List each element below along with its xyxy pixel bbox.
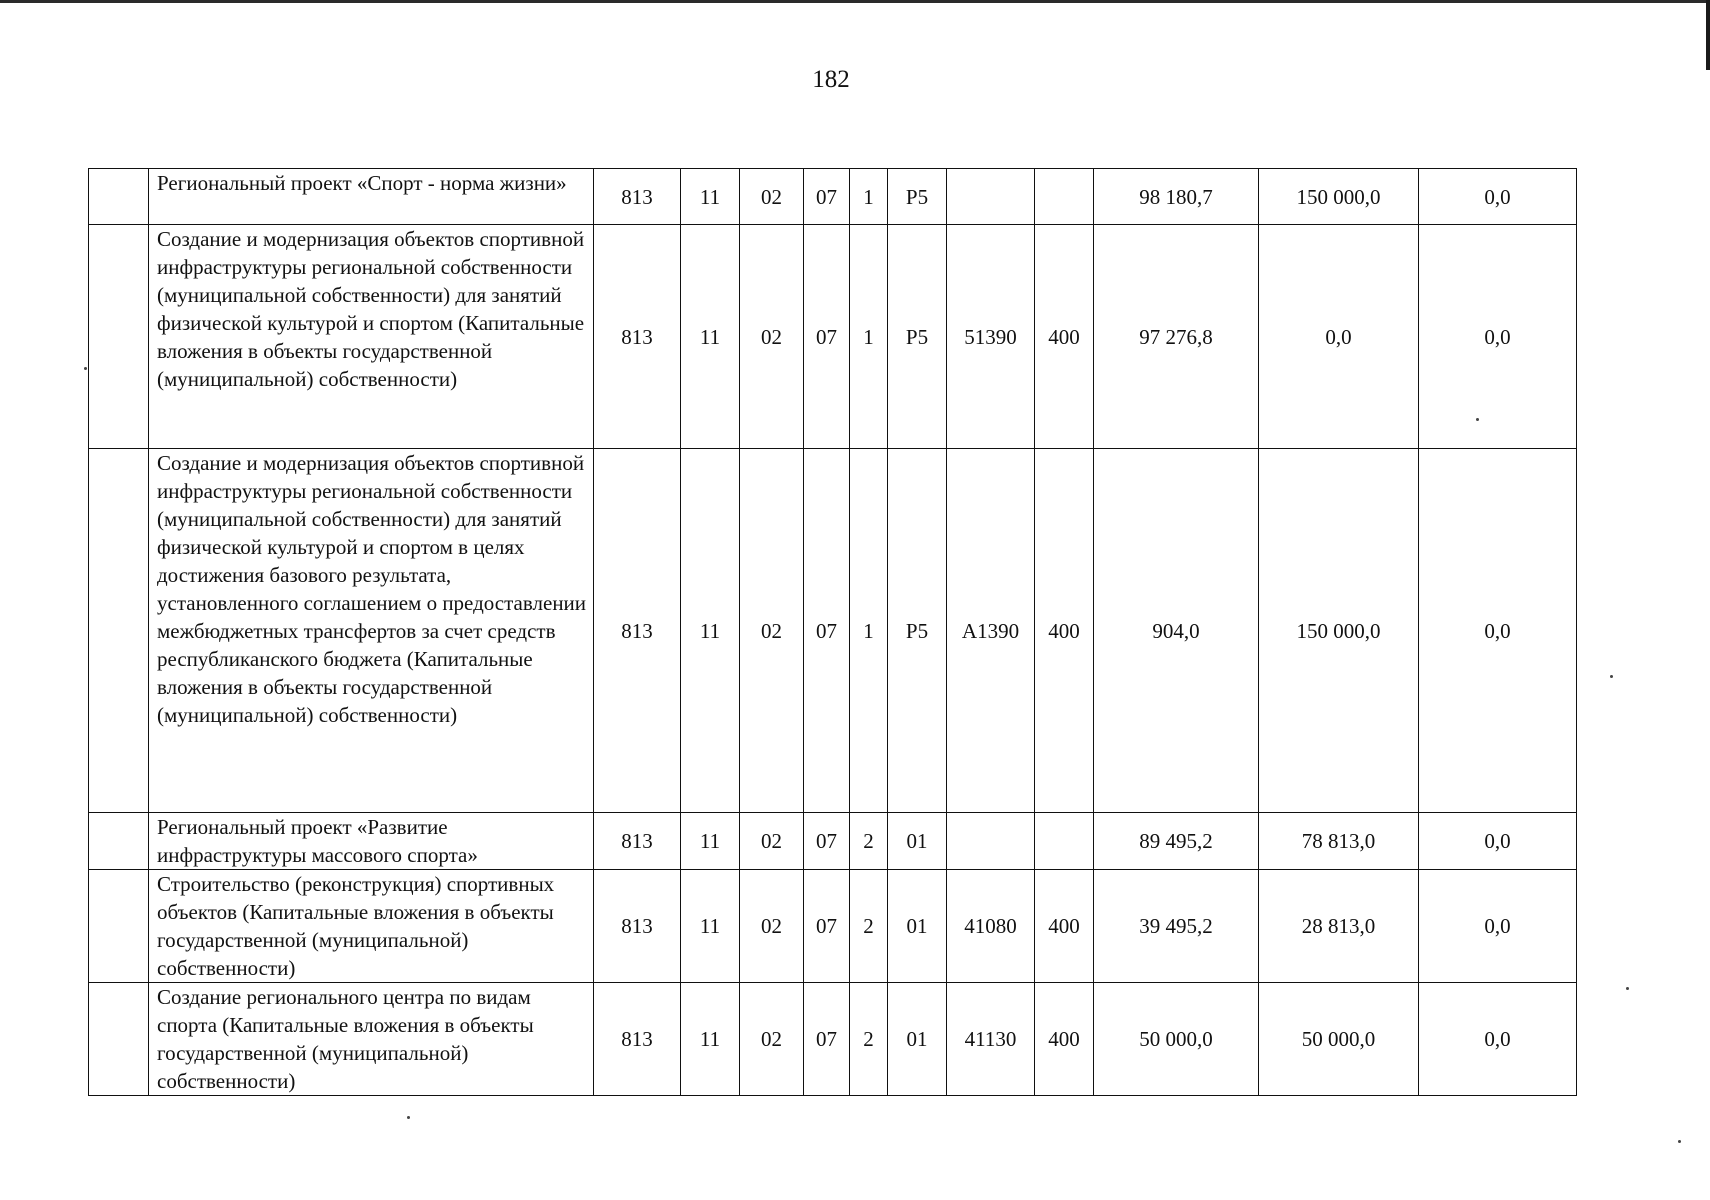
table-row <box>89 870 1577 983</box>
amount-year-1-cell: 39 495,2 <box>1094 870 1259 983</box>
direction-code-cell: 51390 <box>947 225 1035 449</box>
ministry-code-cell: 813 <box>594 169 681 225</box>
amount-year-2-cell: 0,0 <box>1259 225 1419 449</box>
amount-year-1-cell: 50 000,0 <box>1094 983 1259 1096</box>
scan-speck <box>1476 418 1479 421</box>
item-name-cell: Региональный проект «Спорт - норма жизни» <box>149 169 594 225</box>
expense-type-cell <box>1035 169 1094 225</box>
ministry-code-cell: 813 <box>594 225 681 449</box>
subprogram-code-cell: 2 <box>850 983 888 1096</box>
program-code-cell: 07 <box>804 870 850 983</box>
program-code-cell: 07 <box>804 983 850 1096</box>
item-name-cell: Региональный проект «Развитие инфраструктуры массового спорта» <box>149 813 594 870</box>
expense-type-cell: 400 <box>1035 870 1094 983</box>
table-row <box>89 169 1577 225</box>
ministry-code-cell: 813 <box>594 813 681 870</box>
subprogram-code-cell: 1 <box>850 169 888 225</box>
amount-year-3-cell: 0,0 <box>1419 983 1577 1096</box>
subsection-code-cell: 02 <box>740 870 804 983</box>
row-index-cell <box>89 169 149 225</box>
amount-year-3-cell: 0,0 <box>1419 870 1577 983</box>
expense-type-cell: 400 <box>1035 225 1094 449</box>
amount-year-3-cell: 0,0 <box>1419 813 1577 870</box>
page-number: 182 <box>812 66 850 93</box>
scan-edge-top <box>0 0 1710 3</box>
section-code-cell: 11 <box>681 983 740 1096</box>
direction-code-cell: 41130 <box>947 983 1035 1096</box>
direction-code-cell: A1390 <box>947 449 1035 813</box>
row-index-cell <box>89 225 149 449</box>
amount-year-3-cell: 0,0 <box>1419 169 1577 225</box>
program-code-cell: 07 <box>804 225 850 449</box>
direction-code-cell <box>947 813 1035 870</box>
row-index-cell <box>89 983 149 1096</box>
expense-type-cell: 400 <box>1035 983 1094 1096</box>
amount-year-2-cell: 150 000,0 <box>1259 449 1419 813</box>
subsection-code-cell: 02 <box>740 983 804 1096</box>
project-code-cell: P5 <box>888 169 947 225</box>
project-code-cell: P5 <box>888 449 947 813</box>
section-code-cell: 11 <box>681 449 740 813</box>
scan-speck <box>84 367 87 370</box>
amount-year-2-cell: 150 000,0 <box>1259 169 1419 225</box>
section-code-cell: 11 <box>681 870 740 983</box>
subsection-code-cell: 02 <box>740 169 804 225</box>
table-row <box>89 449 1577 813</box>
subsection-code-cell: 02 <box>740 449 804 813</box>
amount-year-2-cell: 50 000,0 <box>1259 983 1419 1096</box>
row-index-cell <box>89 449 149 813</box>
scan-speck <box>407 1116 410 1119</box>
ministry-code-cell: 813 <box>594 983 681 1096</box>
item-name-cell: Создание и модернизация объектов спортивной инфраструктуры региональной собственности (муниципальной собственности) для занятий физической культурой и спортом в целях достижения базового результата, установленного соглашением о предоставлении межбюджетных трансфертов за счет средств республиканского бюджета (Капитальные вложения в объекты государственной (муниципальной) собственности) <box>149 449 594 813</box>
amount-year-1-cell: 89 495,2 <box>1094 813 1259 870</box>
item-name-cell: Создание и модернизация объектов спортивной инфраструктуры региональной собственности (муниципальной собственности) для занятий физической культурой и спортом (Капитальные вложения в объекты государственной (муниципальной) собственности) <box>149 225 594 449</box>
direction-code-cell: 41080 <box>947 870 1035 983</box>
scan-speck <box>1626 987 1629 990</box>
table-body <box>89 169 1577 1096</box>
project-code-cell: 01 <box>888 813 947 870</box>
project-code-cell: 01 <box>888 983 947 1096</box>
subsection-code-cell: 02 <box>740 813 804 870</box>
amount-year-1-cell: 904,0 <box>1094 449 1259 813</box>
amount-year-2-cell: 28 813,0 <box>1259 870 1419 983</box>
expense-type-cell: 400 <box>1035 449 1094 813</box>
scan-speck <box>1678 1140 1681 1143</box>
expense-type-cell <box>1035 813 1094 870</box>
table-row <box>89 813 1577 870</box>
item-name-cell: Создание регионального центра по видам спорта (Капитальные вложения в объекты государственной (муниципальной) собственности) <box>149 983 594 1096</box>
scan-speck <box>1610 675 1613 678</box>
section-code-cell: 11 <box>681 169 740 225</box>
subprogram-code-cell: 2 <box>850 870 888 983</box>
amount-year-3-cell: 0,0 <box>1419 225 1577 449</box>
table-row <box>89 225 1577 449</box>
section-code-cell: 11 <box>681 225 740 449</box>
table-row <box>89 983 1577 1096</box>
project-code-cell: 01 <box>888 870 947 983</box>
scan-edge-right <box>1706 0 1710 70</box>
row-index-cell <box>89 813 149 870</box>
subprogram-code-cell: 1 <box>850 449 888 813</box>
program-code-cell: 07 <box>804 169 850 225</box>
amount-year-1-cell: 98 180,7 <box>1094 169 1259 225</box>
program-code-cell: 07 <box>804 813 850 870</box>
project-code-cell: P5 <box>888 225 947 449</box>
ministry-code-cell: 813 <box>594 449 681 813</box>
item-name-cell: Строительство (реконструкция) спортивных объектов (Капитальные вложения в объекты государственной (муниципальной) собственности) <box>149 870 594 983</box>
subsection-code-cell: 02 <box>740 225 804 449</box>
amount-year-3-cell: 0,0 <box>1419 449 1577 813</box>
subprogram-code-cell: 2 <box>850 813 888 870</box>
ministry-code-cell: 813 <box>594 870 681 983</box>
row-index-cell <box>89 870 149 983</box>
budget-table <box>88 168 1577 1096</box>
amount-year-1-cell: 97 276,8 <box>1094 225 1259 449</box>
direction-code-cell <box>947 169 1035 225</box>
subprogram-code-cell: 1 <box>850 225 888 449</box>
section-code-cell: 11 <box>681 813 740 870</box>
program-code-cell: 07 <box>804 449 850 813</box>
amount-year-2-cell: 78 813,0 <box>1259 813 1419 870</box>
